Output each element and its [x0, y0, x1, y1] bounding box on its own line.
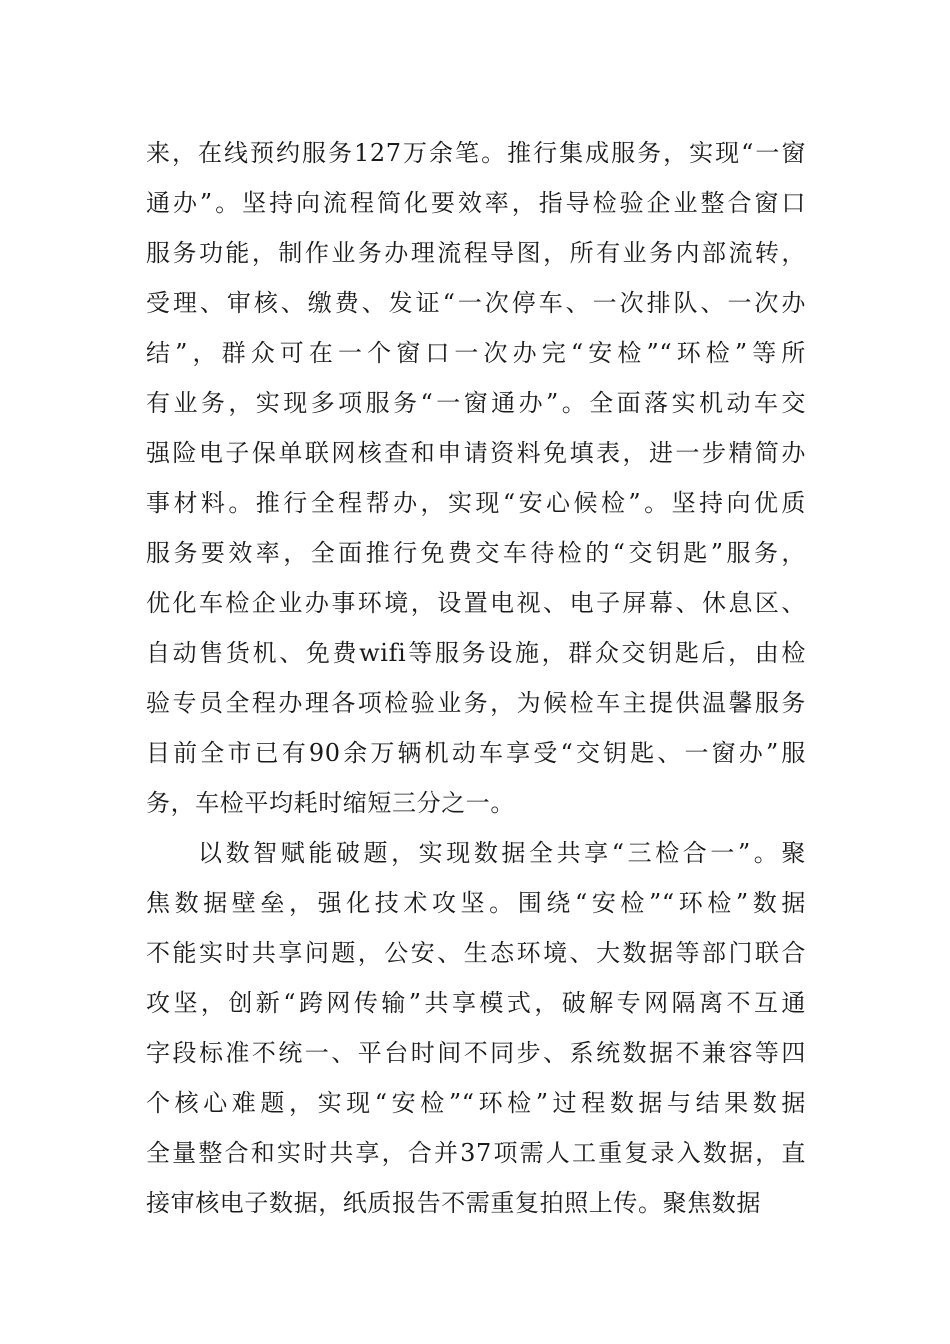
paragraph — [146, 128, 806, 828]
text-line: 通办”。坚持向流程简化要效率，指导检验企业整合窗口 — [146, 189, 806, 217]
text-line: 事材料。推行全程帮办，实现“安心候检”。坚持向优质 — [146, 489, 806, 517]
text-line: 攻坚，创新“跨网传输”共享模式，破解专网隔离不互通 — [146, 989, 806, 1017]
text-line: 个核心难题，实现“安检”“环检”过程数据与结果数据 — [146, 1089, 806, 1117]
text-line: 以数智赋能破题，实现数据全共享“三检合一”。聚 — [198, 839, 806, 867]
text-line: 强险电子保单联网核查和申请资料免填表，进一步精简办 — [146, 439, 806, 467]
text-line: 服务功能，制作业务办理流程导图，所有业务内部流转， — [146, 239, 806, 267]
text-line: 受理、审核、缴费、发证“一次停车、一次排队、一次办 — [146, 289, 806, 317]
text-line: 务，车检平均耗时缩短三分之一。 — [146, 789, 515, 817]
text-line: 验专员全程办理各项检验业务，为候检车主提供温馨服务 — [146, 689, 806, 717]
text-line: 全量整合和实时共享，合并37项需人工重复录入数据，直 — [146, 1139, 806, 1167]
document-body — [146, 128, 806, 1228]
text-line: 结”，群众可在一个窗口一次办完“安检”“环检”等所 — [146, 339, 806, 367]
text-line: 焦数据壁垒，强化技术攻坚。围绕“安检”“环检”数据 — [146, 889, 806, 917]
text-line: 目前全市已有90余万辆机动车享受“交钥匙、一窗办”服 — [146, 739, 806, 767]
paragraph — [146, 828, 806, 1228]
text-line: 自动售货机、免费wifi等服务设施，群众交钥匙后，由检 — [146, 639, 806, 667]
text-line: 接审核电子数据，纸质报告不需重复拍照上传。聚焦数据 — [146, 1189, 761, 1217]
text-line: 字段标准不统一、平台时间不同步、系统数据不兼容等四 — [146, 1039, 806, 1067]
text-line: 来，在线预约服务127万余笔。推行集成服务，实现“一窗 — [146, 139, 806, 167]
text-line: 优化车检企业办事环境，设置电视、电子屏幕、休息区、 — [146, 589, 806, 617]
text-line: 不能实时共享问题，公安、生态环境、大数据等部门联合 — [146, 939, 806, 967]
text-line: 有业务，实现多项服务“一窗通办”。全面落实机动车交 — [146, 389, 806, 417]
text-line: 服务要效率，全面推行免费交车待检的“交钥匙”服务， — [146, 539, 806, 567]
